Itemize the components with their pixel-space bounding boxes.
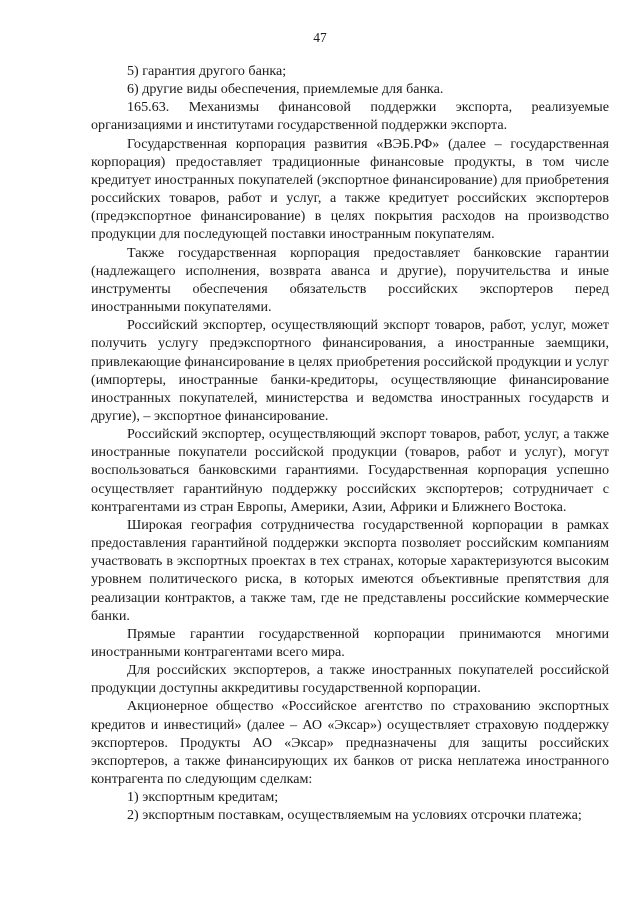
paragraph-item-2: 2) экспортным поставкам, осуществляемым на условиях отсрочки платежа; <box>127 807 582 824</box>
paragraph-direct-guarantees: Прямые гарантии государственной корпорации принимаются многими иностранными контрагентами всего мира. <box>91 625 609 660</box>
paragraph-geography: Широкая география сотрудничества государственной корпорации в рамках предоставления гарантийной поддержки экспорта позволяет российским компаниям участвовать в экспортных проектах в тех странах, которые характеризуются высоким уровнем политического риска, в которых имеются объективные препятствия для реализации контрактов, а также там, где не представлены российские коммерческие банки. <box>91 516 609 624</box>
paragraph-guarantee-support: Российский экспортер, осуществляющий экспорт товаров, работ, услуг, а также иностранные покупатели российской продукции (товаров, работ и услуг), могут воспользоваться банковскими гарантиями. Государственная корпорация успешно осуществляет гарантийную поддержку российских экспортеров; сотрудничает с контрагентами из стран Европы, Америки, Азии, Африки и Ближнего Востока. <box>91 426 609 515</box>
paragraph-bank-guarantees: Также государственная корпорация предоставляет банковские гарантии (надлежащего исполнения, возврата аванса и другие), поручительства и иные инструменты обеспечения обязательств российских экспортеров перед иностранными покупателями. <box>91 244 609 316</box>
section-heading-165-63: 165.63. Механизмы финансовой поддержки экспорта, реализуемые организациями и институтами государственной поддержки экспорта. <box>91 99 609 134</box>
paragraph-item-1: 1) экспортным кредитам; <box>127 789 279 806</box>
paragraph-item-5: 5) гарантия другого банка; <box>127 63 287 79</box>
paragraph-veb-products: Государственная корпорация развития «ВЭБ.РФ» (далее – государственная корпорация) предоставляет традиционные финансовые продукты, в том числе кредитует иностранных покупателей (экспортное финансирование) для приобретения российских товаров, работ и услуг, а также кредитует российских экспортеров (предэкспортное финансирование) в целях покрытия расходов на производство продукции для последующей поставки иностранным покупателям. <box>91 135 609 243</box>
paragraph-item-6: 6) другие виды обеспечения, приемлемые для банка. <box>127 81 444 98</box>
paragraph-preexport-financing: Российский экспортер, осуществляющий экспорт товаров, работ, услуг, может получить услугу предэкспортного финансирования, а иностранные заемщики, привлекающие финансирование в целях приобретения российской продукции и услуг (импортеры, иностранные банки-кредиторы, осуществляющие финансирование иностранных покупателей, министерства и ведомства иностранных государств и другие), – экспортное финансирование. <box>91 317 609 424</box>
body-text <box>91 62 609 825</box>
paragraph-exar: Акционерное общество «Российское агентство по страхованию экспортных кредитов и инвестиций» (далее – АО «Эксар») осуществляет страховую поддержку экспортеров. Продукты АО «Эксар» предназначены для защиты российских экспортеров, а также финансирующих их банков от риска неплатежа иностранного контрагента по следующим сделкам: <box>91 698 609 788</box>
page-number: 47 <box>313 30 327 45</box>
paragraph-letters-of-credit: Для российских экспортеров, а также иностранных покупателей российской продукции доступны аккредитивы государственной корпорации. <box>91 662 609 697</box>
